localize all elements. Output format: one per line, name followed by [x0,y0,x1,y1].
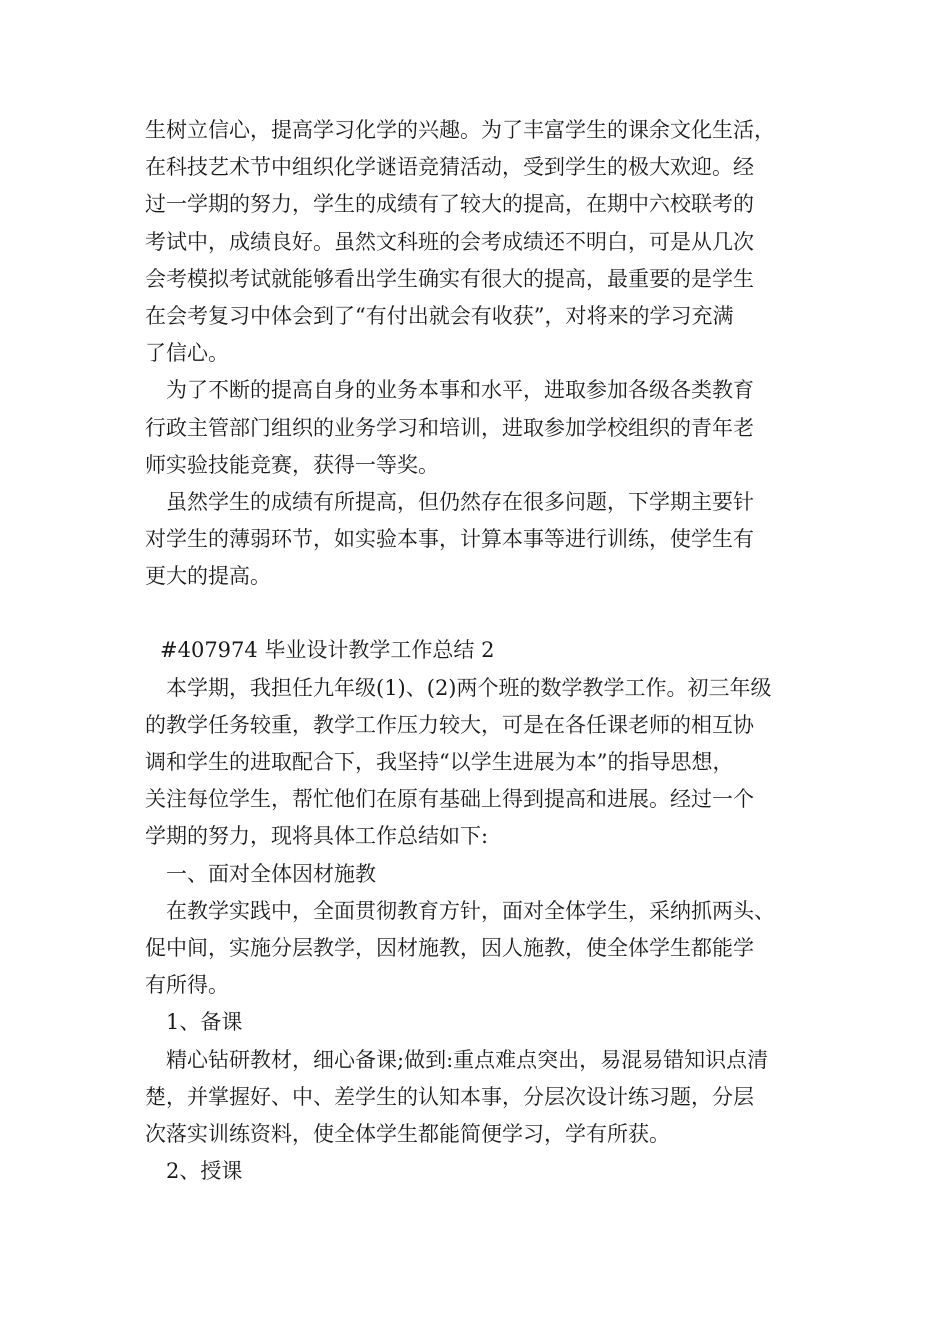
text-line: 考试中，成绩良好。虽然文科班的会考成绩还不明白，可是从几次 [145,229,754,254]
text-line: 学期的努力，现将具体工作总结如下: [145,824,489,849]
text-line: 精心钻研教材，细心备课;做到:重点难点突出，易混易错知识点清 [166,1047,769,1072]
text-line: 了信心。 [145,341,229,366]
text-line: 促中间，实施分层教学，因材施教，因人施教，使全体学生都能学 [145,935,754,960]
text-line: 在会考复习中体会到了“有付出就会有收获”，对将来的学习充满 [145,303,734,328]
text-line: 在科技艺术节中组织化学谜语竞猜活动，受到学生的极大欢迎。经 [145,155,754,180]
section-title: #407974 毕业设计教学工作总结 2 [160,638,495,663]
text-line: 对学生的薄弱环节，如实验本事，计算本事等进行训练，使学生有 [145,527,754,552]
paragraph-block-bottom [145,670,815,1191]
text-line: 行政主管部门组织的业务学习和培训，进取参加学校组织的青年老 [145,415,754,440]
text-line: 为了不断的提高自身的业务本事和水平，进取参加各级各类教育 [166,378,754,403]
blank-line [145,595,815,632]
text-line: 楚，并掌握好、中、差学生的认知本事，分层次设计练习题，分层 [145,1084,754,1109]
text-line: 会考模拟考试就能够看出学生确实有很大的提高，最重要的是学生 [145,266,754,291]
paragraph-block-top [145,112,815,595]
text-line: 有所得。 [145,973,229,998]
text-line: 关注每位学生，帮忙他们在原有基础上得到提高和进展。经过一个 [145,787,754,812]
text-line: 生树立信心，提高学习化学的兴趣。为了丰富学生的课余文化生活， [145,118,775,142]
text-line: 师实验技能竞赛，获得一等奖。 [145,452,439,477]
text-line: 虽然学生的成绩有所提高，但仍然存在很多问题，下学期主要针 [166,489,754,514]
text-line: 本学期，我担任九年级(1)、(2)两个班的数学教学工作。初三年级 [166,675,772,700]
text-line: 一、面对全体因材施教 [166,861,376,886]
document-body [145,112,815,1190]
text-line: 1、备课 [166,1010,243,1035]
text-line: 过一学期的努力，学生的成绩有了较大的提高，在期中六校联考的 [145,192,754,217]
text-line: 调和学生的进取配合下，我坚持“以学生进展为本”的指导思想， [145,750,734,774]
text-line: 次落实训练资料，使全体学生都能简便学习，学有所获。 [145,1121,670,1146]
text-line: 2、授课 [166,1159,243,1184]
text-line: 在教学实践中，全面贯彻教育方针，面对全体学生，采纳抓两头、 [166,898,775,923]
text-line: 的教学任务较重，教学工作压力较大，可是在各任课老师的相互协 [145,712,754,737]
text-line: 更大的提高。 [145,564,271,589]
